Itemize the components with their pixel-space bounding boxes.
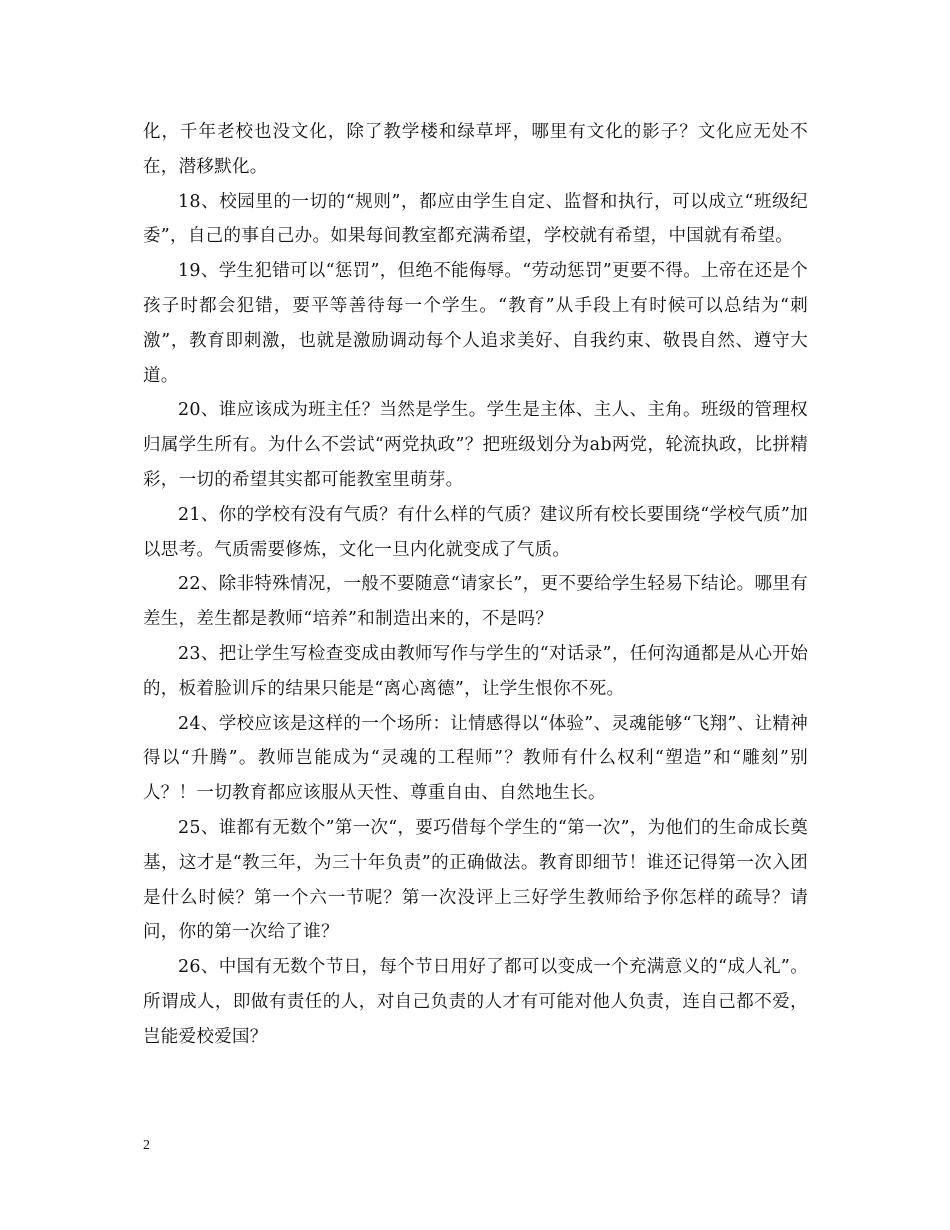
paragraph: 20、谁应该成为班主任？当然是学生。学生是主体、主人、主角。班级的管理权归属学生所有。为什么不尝试“两党执政”？把班级划分为ab两党，轮流执政，比拼精彩，一切的希望其实都可能教室里萌芽。 bbox=[143, 400, 808, 490]
paragraph: 21、你的学校有没有气质？有什么样的气质？建议所有校长要围绕“学校气质”加以思考。气质需要修炼，文化一旦内化就变成了气质。 bbox=[143, 504, 808, 560]
page-number: 2 bbox=[143, 1138, 150, 1153]
paragraph: 18、校园里的一切的“规则”，都应由学生自定、监督和执行，可以成立“班级纪委”，自己的事自己办。如果每间教室都充满希望，学校就有希望，中国就有希望。 bbox=[143, 191, 808, 247]
paragraph: 24、学校应该是这样的一个场所：让情感得以“体验”、灵魂能够“飞翔”、让精神得以“升腾”。教师岂能成为“灵魂的工程师”？教师有什么权利“塑造”和“雕刻”别人？！一切教育都应该服从天性、尊重自由、自然地生长。 bbox=[143, 713, 808, 804]
paragraph: 化，千年老校也没文化，除了教学楼和绿草坪，哪里有文化的影子？文化应无处不在，潜移默化。 bbox=[143, 122, 808, 177]
paragraph: 25、谁都有无数个”第一次“，要巧借每个学生的“第一次”，为他们的生命成长奠基，这才是“教三年，为三十年负责”的正确做法。教育即细节！谁还记得第一次入团是什么时候？第一个六一节呢？第一次没评上三好学生教师给予你怎样的疏导？请问，你的第一次给了谁？ bbox=[143, 817, 808, 943]
paragraph: 26、中国有无数个节日，每个节日用好了都可以变成一个充满意义的“成人礼”。所谓成人，即做有责任的人，对自己负责的人才有可能对他人负责，连自己都不爱，岂能爱校爱国？ bbox=[143, 957, 808, 1047]
paragraph: 23、把让学生写检查变成由教师写作与学生的“对话录”，任何沟通都是从心开始的，板着脸训斥的结果只能是“离心离德”，让学生恨你不死。 bbox=[143, 643, 808, 699]
paragraph: 22、除非特殊情况，一般不要随意“请家长”，更不要给学生轻易下结论。哪里有差生，差生都是教师“培养”和制造出来的，不是吗？ bbox=[143, 574, 808, 630]
paragraph: 19、学生犯错可以“惩罚”，但绝不能侮辱。“劳动惩罚”更要不得。上帝在还是个孩子时都会犯错，要平等善待每一个学生。“教育”从手段上有时候可以总结为“刺激”，教育即刺激，也就是激励调动每个人追求美好、自我约束、敬畏自然、遵守大道。 bbox=[143, 261, 808, 386]
document-body bbox=[143, 115, 808, 1055]
